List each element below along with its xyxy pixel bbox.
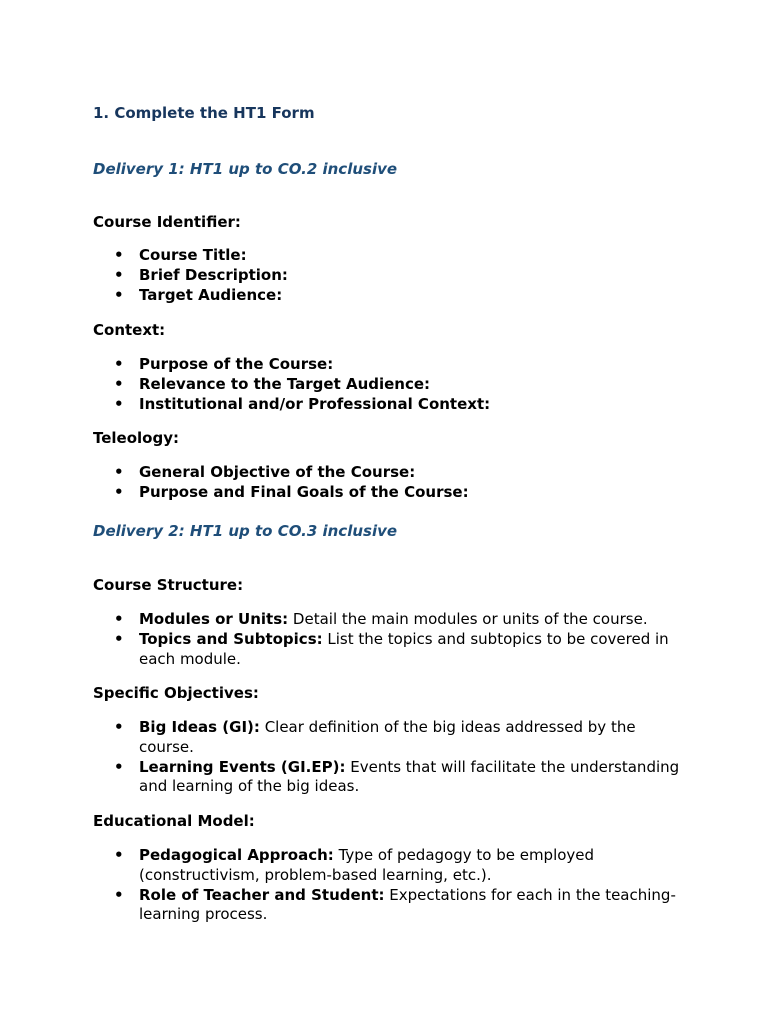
item-label: Pedagogical Approach: [139,846,334,864]
section-heading-specific-objectives: Specific Objectives: [93,684,259,702]
item-text: List the topics and subtopics to be covered in each module. [139,629,669,668]
item-label: Institutional and/or Professional Context: [139,394,491,413]
list-item [93,758,683,798]
list-item [93,886,683,926]
section-heading-course-structure: Course Structure: [93,576,244,594]
section-heading-educational-model: Educational Model: [93,812,255,830]
section-heading-teleology: Teleology: [93,429,179,447]
item-label: Big Ideas (GI): [139,718,260,736]
item-label: Purpose and Final Goals of the Course: [139,482,469,501]
course-structure-list [93,610,683,669]
list-item [93,846,683,886]
item-text: Detail the main modules or units of the course. [292,610,648,628]
list-item [93,610,683,630]
item-label: Relevance to the Target Audience: [139,374,431,393]
specific-objectives-list [93,718,683,797]
list-item [93,246,683,266]
item-label: Modules or Units: [139,610,289,628]
item-text: Expectations for each in the teaching-learning process. [139,885,676,924]
list-item [93,355,683,375]
item-text: Clear definition of the big ideas addressed by the course. [139,718,636,756]
item-label: Brief Description: [139,265,288,284]
item-text: Events that will facilitate the understanding and learning of the big ideas. [139,757,680,796]
delivery-2-heading: Delivery 2: HT1 up to CO.3 inclusive [93,522,398,540]
teleology-list [93,463,683,503]
item-label: Course Title: [139,246,247,264]
section-heading-course-identifier: Course Identifier: [93,213,241,231]
item-label: Role of Teacher and Student: [139,885,385,904]
list-item [93,286,683,306]
item-label: Topics and Subtopics: [139,629,323,648]
section-heading-context: Context: [93,321,166,339]
list-item [93,718,683,758]
item-text: Type of pedagogy to be employed (constructivism, problem-based learning, etc.). [139,846,595,884]
list-item [93,375,683,395]
context-list [93,355,683,414]
delivery-1-heading: Delivery 1: HT1 up to CO.2 inclusive [93,160,398,178]
page-title: 1. Complete the HT1 Form [93,104,315,122]
list-item [93,630,683,670]
item-label: Learning Events (GI.EP): [139,757,346,776]
list-item [93,483,683,503]
course-identifier-list [93,246,683,305]
list-item [93,266,683,286]
item-label: Purpose of the Course: [139,355,334,373]
item-label: Target Audience: [139,285,283,304]
list-item [93,395,683,415]
educational-model-list [93,846,683,925]
item-label: General Objective of the Course: [139,463,416,481]
list-item [93,463,683,483]
